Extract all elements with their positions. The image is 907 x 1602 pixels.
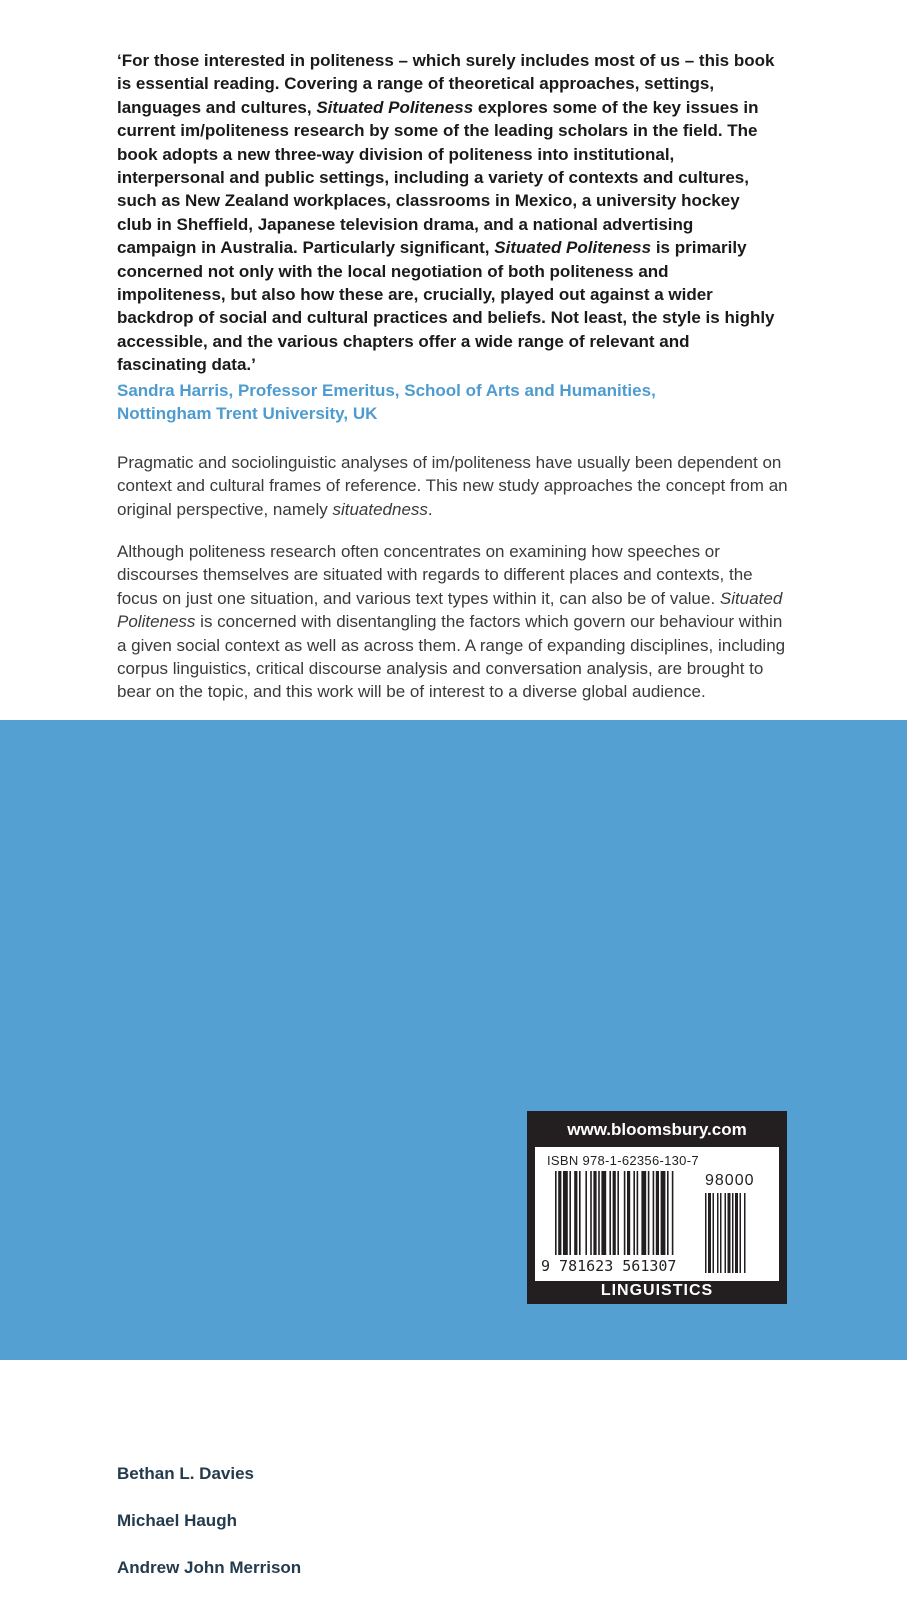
quote-segment: is primarily concerned not only with the local negotiation of both politeness and impoliteness, but also how these are, crucially, played out against a wider backdrop of social and cultural practices and beliefs. Not least, the style is highly accessible, and the various chapters offer a wide range of relevant and fascinating data.’ [117,238,775,375]
barcode-bar [563,1171,568,1255]
addon-bar [717,1193,719,1273]
barcode-bar [672,1171,674,1255]
author-bios [117,1462,767,1602]
description-segment: Situated Politeness [117,588,783,632]
author-entry [117,1462,767,1509]
category-label: LINGUISTICS [600,1282,714,1299]
barcode-bar [617,1171,619,1255]
barcode-bar [585,1171,587,1255]
addon-bar [744,1193,746,1273]
description-segment: . [427,499,433,519]
quote-segment: explores some of the key issues in current im/politeness research by some of the leading scholars in the field. The book adopts a new three-way division of politeness into institutional, interpersonal and public settings, including a variety of contexts and cultures, such as New Zealand workplaces, classrooms in Mexico, a university hockey club in Sheffield, Japanese television drama, and a national advertising campaign in Australia. Particularly significant, [117,97,759,258]
barcode-bar [579,1171,581,1255]
quote-segment: Situated Politeness [316,97,474,117]
addon-bar [740,1193,742,1273]
barcode-box [527,1111,787,1304]
barcode-bar [667,1171,669,1255]
description-segment: is concerned with disentangling the factors which govern our behaviour within a given social context as well as across them. A range of expanding disciplines, including corpus linguistics, critical discourse analysis and conversation analysis, are brought to bear on the topic, and this work will be of interest to a diverse global audience. [117,612,786,702]
barcode-bar [648,1171,650,1255]
attribution-line-1: Sandra Harris, Professor Emeritus, School of Arts and Humanities, [117,381,656,400]
description-segment: situatedness [332,499,428,519]
author-entry [117,1509,767,1556]
barcode-bar [624,1171,626,1255]
quote-segment: ‘For those interested in politeness – which surely includes most of us – this book is essential reading. Covering a range of theoretical approaches, settings, languages and cultures, [117,51,775,117]
author-bio: is a Senior Lecturer in the School of Languages and Linguistics at Griffith University, Brisbane, Australia. [117,1510,736,1554]
addon-bar [732,1193,734,1273]
addon-bar [713,1193,715,1273]
barcode-bar [555,1171,557,1255]
barcode-bar [627,1171,630,1255]
barcode-bar [593,1171,596,1255]
author-entry [117,1556,767,1602]
publisher-website: www.bloomsbury.com [567,1120,747,1139]
barcode-bar [601,1171,606,1255]
isbn-label: ISBN 978-1-62356-130-7 [547,1153,699,1168]
barcode-bar [637,1171,639,1255]
endorsement-quote [117,49,777,377]
addon-bar [728,1193,731,1273]
author-name: Michael Haugh [117,1510,237,1530]
barcode-bar [590,1171,592,1255]
description-paragraph-1 [117,451,789,521]
description-segment: Although politeness research often concentrates on examining how speeches or discourses themselves are situated with regards to different places and contexts, the focus on just one situation, and various text types within it, can also be of value. [117,542,753,608]
addon-bar [725,1193,727,1273]
addon-bar [735,1193,738,1273]
description-segment: Pragmatic and sociolinguistic analyses of im/politeness have usually been dependent on context and cultural frames of reference. This new study approaches the concept from an original perspective, namely [117,453,788,519]
barcode-bar [633,1171,635,1255]
addon-bar [720,1193,722,1273]
barcode-bar [653,1171,655,1255]
price-addon-number: 98000 [705,1172,755,1189]
addon-bar [705,1193,707,1273]
barcode-bar [656,1171,659,1255]
addon-bar [708,1193,711,1273]
barcode-bar [641,1171,646,1255]
endorsement-attribution [117,379,777,426]
barcode-bar [598,1171,600,1255]
author-name: Bethan L. Davies [117,1464,254,1483]
author-bio: is a Lecturer on Linguistics and Phonetics at the University of Leeds, UK. [117,1464,718,1507]
quote-segment: Situated Politeness [494,238,652,258]
author-bio: is a Lecturer in the English Language and Linguistics Department at York St. John University, UK. [117,1557,704,1601]
barcode-bar [574,1171,577,1255]
description-paragraph-2 [117,540,789,704]
attribution-line-2: Nottingham Trent University, UK [117,404,378,424]
barcode-area [535,1147,779,1281]
barcode-bar [558,1171,561,1255]
ean-number: 9 781623 561307 [541,1257,677,1275]
barcode-bar [609,1171,611,1255]
author-name: Andrew John Merrison [117,1557,302,1577]
barcode-bar [613,1171,616,1255]
barcode-bar [569,1171,571,1255]
barcode-bar [661,1171,666,1255]
upper-white-panel [0,0,907,720]
